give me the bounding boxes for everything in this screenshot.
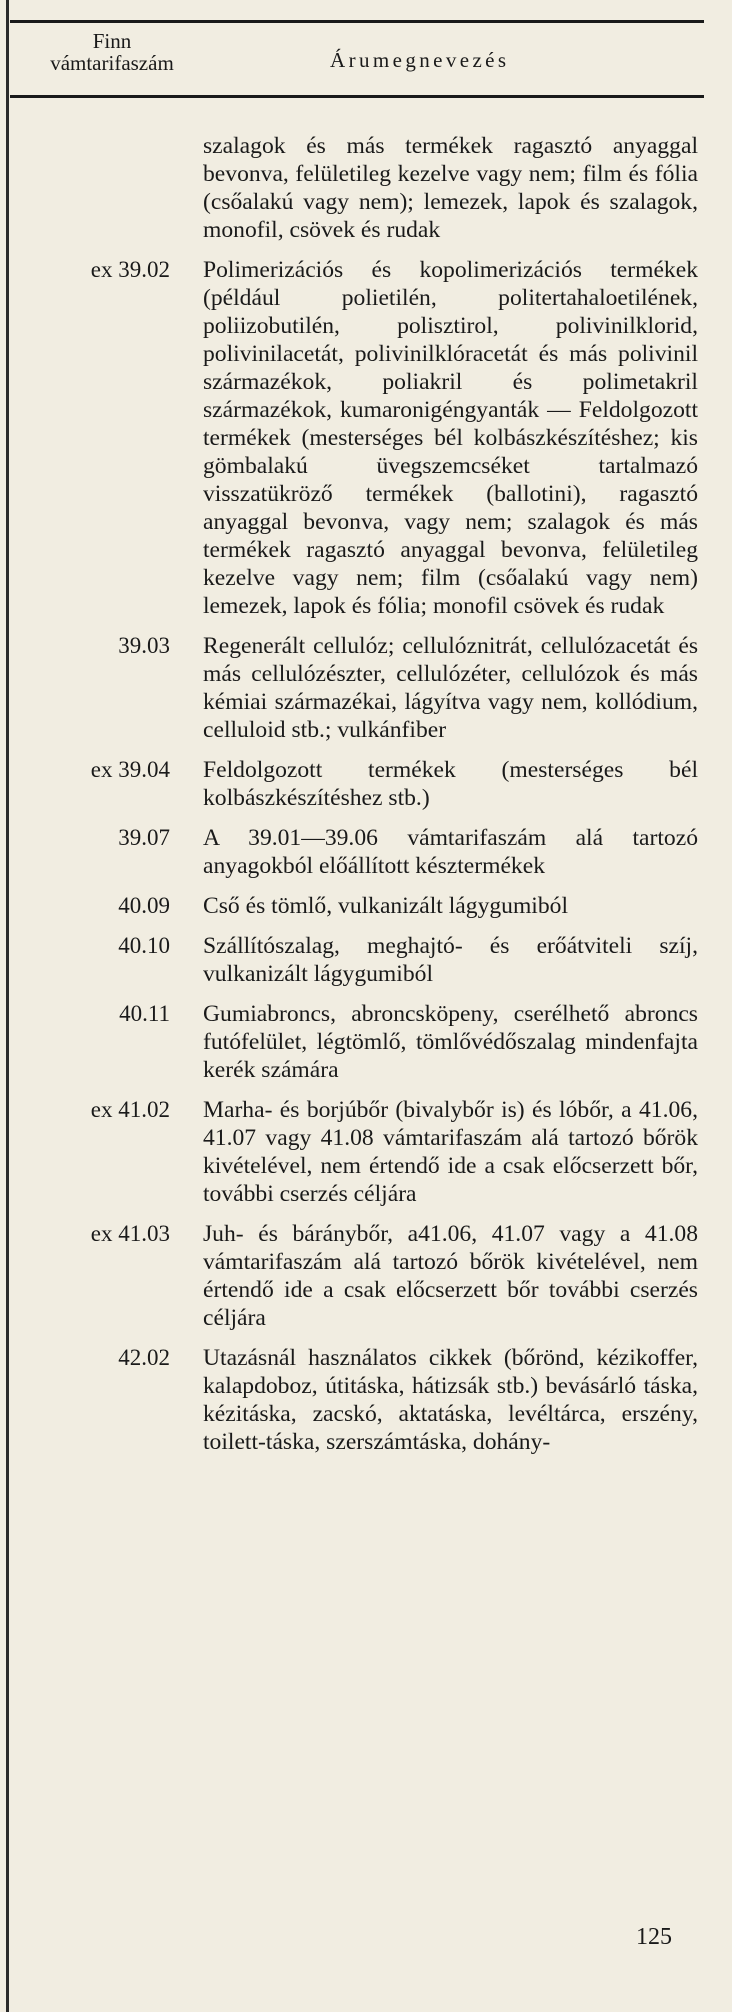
- tariff-code: 39.07: [118, 825, 170, 850]
- tariff-description: Regenerált cellulóz; cellulóznitrát, cellulózacetát és más cellulózészter, cellulózéter, cellulózok és más kémiai származékai, lágyítva vagy nem, kollódium, celluloid stb.; vulkánfiber: [203, 633, 698, 743]
- tariff-description: Utazásnál használatos cikkek (bőrönd, kézikoffer, kalapdoboz, útitáska, hátizsák stb.) bevásárló táska, kézitáska, zacskó, aktatáska, levéltárca, erszény, toilett-táska, szerszámtáska, dohány-: [203, 1345, 698, 1455]
- tariff-description: Polimerizációs és kopolimerizációs termékek (például polietilén, politertahaloetilének, poliizobutilén, polisztirol, polivinilklorid, polivinilacetát, polivinilklóracetát és más polivinil származékok, poliakril és polimetakril származékok, kumaronigéngyanták — Feldolgozott termékek (mesterséges bél kolbászkészítéshez; kis gömbalakú üvegszemcséket tartalmazó visszatükröző termékek (ballotini), ragasztó anyaggal bevonva, vagy nem; szalagok és más termékek ragasztó anyaggal bevonva, felületileg kezelve vagy nem; film (csőalakú vagy nem) lemezek, lapok és fólia; monofil csövek és rudak: [203, 257, 698, 619]
- tariff-code: ex 39.04: [90, 757, 170, 782]
- tariff-entry: [0, 132, 732, 244]
- page-number: 125: [636, 1924, 672, 1950]
- tariff-description: Feldolgozott termékek (mesterséges bél kolbászkészítéshez stb.): [203, 757, 698, 811]
- tariff-entry: [0, 1220, 732, 1332]
- tariff-description: Cső és tömlő, vulkanizált lágygumiból: [203, 893, 569, 919]
- tariff-description: A 39.01—39.06 vámtarifaszám alá tartozó anyagokból előállított késztermékek: [203, 825, 698, 879]
- tariff-entry: [0, 932, 732, 988]
- header-goods-description: [330, 48, 509, 73]
- tariff-code: 40.10: [118, 933, 170, 958]
- tariff-code: ex 39.02: [90, 257, 170, 282]
- tariff-entry: [0, 256, 732, 620]
- header-tariff-number-label: Finn vámtarifaszám: [50, 29, 174, 75]
- header-tariff-number: [14, 30, 210, 74]
- tariff-entry: [0, 1096, 732, 1208]
- tariff-entry: [0, 824, 732, 880]
- tariff-code: 40.11: [119, 1001, 170, 1026]
- tariff-description: szalagok és más termékek ragasztó anyaggal bevonva, felületileg kezelve vagy nem; film és fólia (csőalakú vagy nem); lemezek, lapok és szalagok, monofil, csövek és rudak: [203, 133, 698, 243]
- tariff-code: ex 41.03: [90, 1221, 170, 1246]
- tariff-description: Juh- és báránybőr, a41.06, 41.07 vagy a 41.08 vámtarifaszám alá tartozó bőrök kivételével, nem értendő ide a csak előcserzett bőr további cserzés céljára: [203, 1221, 698, 1331]
- tariff-description: Gumiabroncs, abroncsköpeny, cserélhető abroncs futófelület, légtömlő, tömlővédőszalag mindenfajta kerék számára: [203, 1001, 698, 1083]
- header-bottom-rule: [10, 95, 704, 98]
- header-top-rule: [10, 20, 704, 23]
- tariff-code: 40.09: [118, 893, 170, 918]
- tariff-code: ex 41.02: [90, 1097, 170, 1122]
- tariff-entry: [0, 1344, 732, 1456]
- tariff-description: Marha- és borjúbőr (bivalybőr is) és lóbőr, a 41.06, 41.07 vagy 41.08 vámtarifaszám alá tartozó bőrök kivételével, nem értendő ide a csak előcserzett bőr, további cserzés céljára: [203, 1097, 698, 1207]
- tariff-entry: [0, 756, 732, 812]
- tariff-code: 42.02: [118, 1345, 170, 1370]
- tariff-entry: [0, 632, 732, 744]
- header-goods-description-label: Árumegnevezés: [330, 48, 510, 72]
- tariff-entry: [0, 1000, 732, 1084]
- tariff-description: Szállítószalag, meghajtó- és erőátviteli szíj, vulkanizált lágygumiból: [203, 933, 698, 987]
- tariff-code: 39.03: [118, 633, 170, 658]
- tariff-entry-list: [0, 132, 732, 1468]
- tariff-entry: [0, 892, 732, 920]
